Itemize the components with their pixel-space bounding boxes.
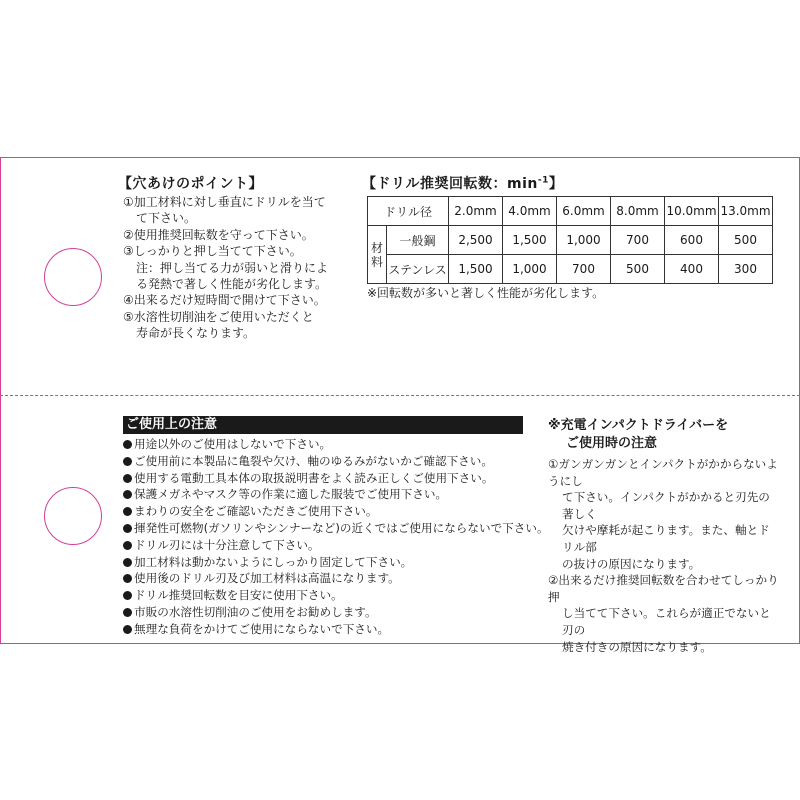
caution-heading: ご使用上の注意 — [123, 416, 523, 434]
points-line: 寿命が長くなります。 — [136, 326, 256, 341]
list-item — [123, 554, 543, 571]
points-note: 注：押し当てる力が弱いと滑りによ — [136, 260, 329, 275]
material-header-char: 料 — [370, 254, 383, 269]
rpm-cell: 1,500 — [449, 255, 503, 284]
points-note: る発熱で著しく性能が劣化します。 — [136, 277, 328, 292]
points-line: て下さい。 — [136, 211, 197, 226]
impact-line: ①ガンガンガンとインパクトがかからないようにし — [548, 457, 778, 488]
bullet-icon — [123, 507, 132, 516]
table-row — [368, 255, 773, 284]
bullet-icon — [123, 524, 132, 533]
caution-text: まわりの安全をご確認いただきご使用下さい。 — [134, 504, 378, 519]
impact-line: し当てて下さい。これらが適正でないと刃の — [562, 606, 771, 637]
impact-heading — [548, 417, 728, 453]
impact-line: の抜けの原因になります。 — [562, 556, 701, 571]
size-cell: 13.0mm — [719, 197, 773, 226]
rpm-heading — [362, 173, 563, 193]
list-item — [123, 486, 543, 503]
rpm-cell: 400 — [665, 255, 719, 284]
list-item — [123, 604, 543, 621]
list-item — [123, 537, 543, 554]
rpm-heading-close: 】 — [548, 176, 564, 192]
impact-line: 欠けや摩耗が起こります。また、軸とドリル部 — [562, 523, 770, 554]
fold-line — [0, 395, 800, 396]
caution-text: 使用後のドリル刃及び加工材料は高温になります。 — [134, 571, 400, 586]
impact-line: 焼き付きの原因になります。 — [562, 639, 712, 654]
impact-line: ②出来るだけ推奨回転数を合わせてしっかり押 — [548, 573, 779, 604]
size-header: ドリル径 — [368, 197, 449, 226]
size-cell: 4.0mm — [503, 197, 557, 226]
list-item — [123, 621, 543, 638]
material-header-char: 材 — [370, 240, 383, 255]
points-line: ⑤水溶性切削油をご使用いただくと — [123, 309, 314, 324]
list-item — [123, 453, 543, 470]
rpm-heading-text: 【ドリル推奨回転数：min — [362, 176, 538, 192]
size-cell: 10.0mm — [665, 197, 719, 226]
list-item — [123, 503, 543, 520]
points-heading: 【穴あけのポイント】 — [118, 176, 263, 192]
bullet-icon — [123, 574, 132, 583]
rpm-cell: 1,500 — [503, 226, 557, 255]
punch-hole-top — [44, 248, 102, 306]
rpm-cell: 1,000 — [503, 255, 557, 284]
list-item — [123, 470, 543, 487]
card-left-edge — [0, 157, 1, 644]
rpm-heading-sup: -1 — [537, 175, 549, 186]
rpm-cell: 600 — [665, 226, 719, 255]
caution-text: ドリル推奨回転数を目安に使用下さい。 — [134, 588, 343, 603]
impact-line: て下さい。インパクトがかかると刃先の著しく — [562, 490, 770, 521]
list-item — [123, 436, 543, 453]
bullet-icon — [123, 474, 132, 483]
caution-text: 加工材料は動かないようにしっかり固定して下さい。 — [134, 554, 413, 569]
bullet-icon — [123, 440, 132, 449]
list-item — [123, 570, 543, 587]
points-line: ④出来るだけ短時間で開けて下さい。 — [123, 293, 326, 308]
material-name: ステンレス — [387, 255, 449, 284]
points-line: ③しっかりと押し当てて下さい。 — [123, 244, 302, 259]
rpm-cell: 500 — [719, 226, 773, 255]
table-row — [368, 197, 773, 226]
caution-text: 揮発性可燃物(ガソリンやシンナーなど)の近くではご使用にならないで下さい。 — [134, 520, 549, 535]
rpm-note: ※回転数が多いと著しく性能が劣化します。 — [367, 286, 605, 300]
size-cell: 6.0mm — [557, 197, 611, 226]
caution-text: 使用する電動工具本体の取扱説明書をよく読み正しくご使用下さい。 — [134, 470, 494, 485]
bullet-icon — [123, 608, 132, 617]
bullet-icon — [123, 591, 132, 600]
caution-text: 市販の水溶性切削油のご使用をお勧めします。 — [134, 604, 377, 619]
size-cell: 2.0mm — [449, 197, 503, 226]
impact-body — [548, 456, 780, 655]
caution-list — [123, 436, 549, 638]
bullet-icon — [123, 541, 132, 550]
rpm-cell: 700 — [557, 255, 611, 284]
rpm-cell: 700 — [611, 226, 665, 255]
caution-text: 保護メガネやマスク等の作業に適した服装でご使用下さい。 — [134, 487, 448, 502]
bullet-icon — [123, 490, 132, 499]
caution-text: 無理な負荷をかけてご使用にならないで下さい。 — [134, 621, 390, 636]
size-cell: 8.0mm — [611, 197, 665, 226]
bullet-icon — [123, 625, 132, 634]
points-list — [123, 194, 348, 342]
rpm-cell: 500 — [611, 255, 665, 284]
rpm-cell: 1,000 — [557, 226, 611, 255]
table-row — [368, 226, 773, 255]
caution-text: 用途以外のご使用はしないで下さい。 — [134, 437, 332, 451]
bullet-icon — [123, 457, 132, 466]
material-name: 一般鋼 — [387, 226, 449, 255]
impact-heading-line: ※充電インパクトドライバーを — [548, 418, 729, 433]
caution-text: ドリル刃には十分注意して下さい。 — [134, 537, 320, 552]
material-header — [368, 226, 387, 284]
impact-heading-line: ご使用時の注意 — [566, 436, 658, 451]
caution-text: ご使用前に本製品に亀裂や欠け、軸のゆるみがないかご確認下さい。 — [134, 453, 493, 468]
bullet-icon — [123, 558, 132, 567]
rpm-cell: 2,500 — [449, 226, 503, 255]
rpm-cell: 300 — [719, 255, 773, 284]
points-line: ②使用推奨回転数を守って下さい。 — [123, 227, 314, 242]
punch-hole-bottom — [44, 487, 102, 545]
list-item — [123, 520, 549, 537]
rpm-table — [367, 196, 773, 284]
points-line: ①加工材料に対し垂直にドリルを当て — [123, 195, 326, 209]
list-item — [123, 587, 543, 604]
